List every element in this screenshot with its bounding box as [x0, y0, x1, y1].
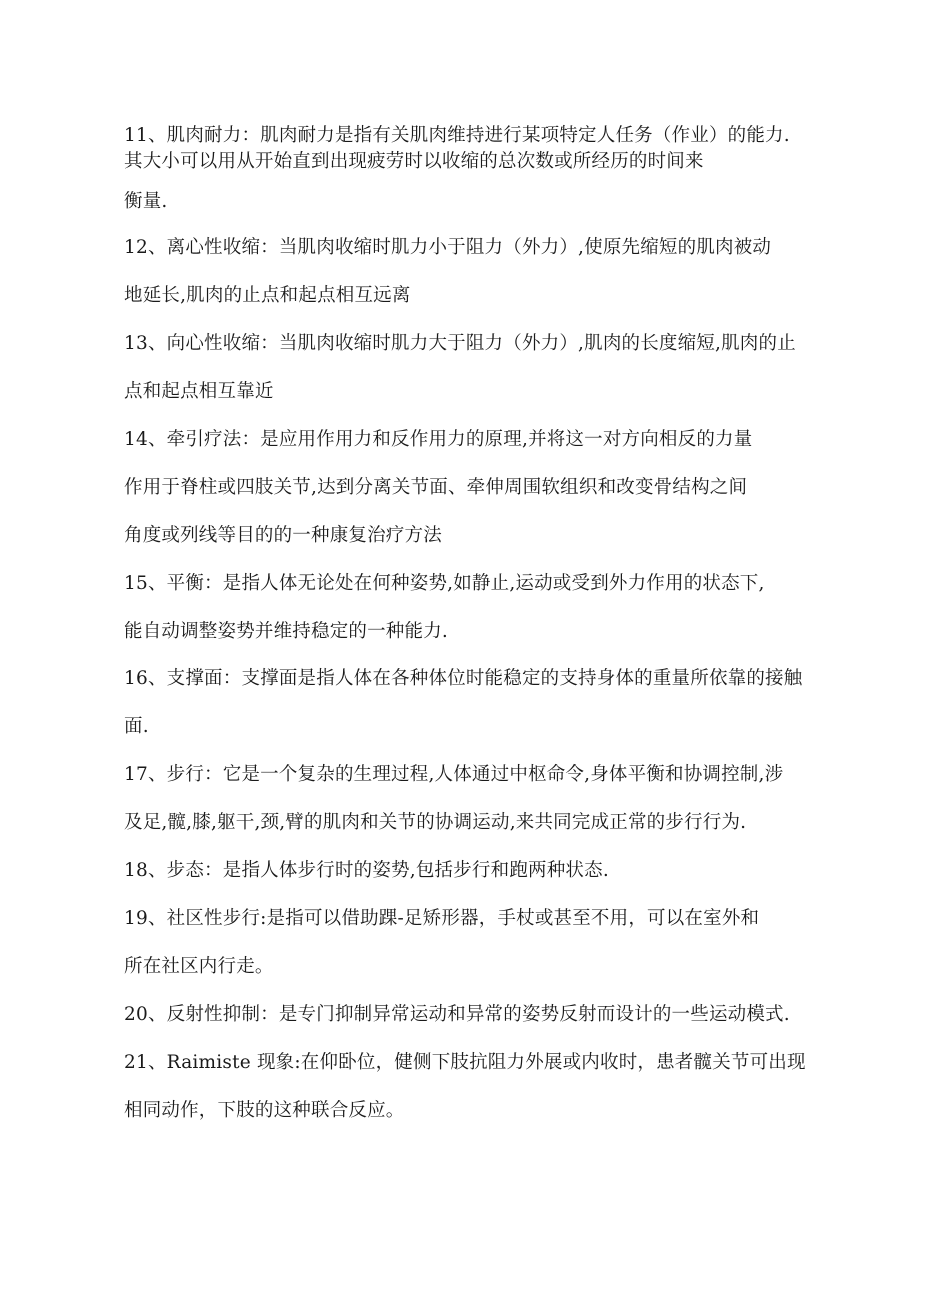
text-line: 14、牵引疗法：是应用作用力和反作用力的原理,并将这一对方向相反的力量 — [124, 429, 753, 450]
text-line: 地延长,肌肉的止点和起点相互远离 — [124, 285, 411, 306]
text-line: 角度或列线等目的的一种康复治疗方法 — [124, 525, 442, 546]
text-line: 15、平衡：是指人体无论处在何种姿势,如静止,运动或受到外力作用的状态下, — [124, 573, 765, 594]
text-line: 20、反射性抑制：是专门抑制异常运动和异常的姿势反射而设计的一些运动模式. — [124, 1004, 790, 1025]
text-line: 衡量. — [124, 191, 168, 212]
text-line: 11、肌肉耐力：肌肉耐力是指有关肌肉维持进行某项特定人任务（作业）的能力. — [124, 125, 790, 146]
text-line: 及足,髋,膝,躯干,颈,臂的肌肉和关节的协调运动,来共同完成正常的步行行为. — [124, 812, 747, 833]
text-line: 能自动调整姿势并维持稳定的一种能力. — [124, 621, 448, 642]
text-line: 点和起点相互靠近 — [124, 381, 274, 402]
text-line: 21、Raimiste 现象:在仰卧位，健侧下肢抗阻力外展或内收时，患者髋关节可出现 — [124, 1052, 806, 1073]
text-line: 17、步行：它是一个复杂的生理过程,人体通过中枢命令,身体平衡和协调控制,涉 — [124, 764, 784, 785]
text-line: 所在社区内行走。 — [124, 956, 274, 977]
text-line: 面. — [124, 716, 149, 737]
text-line: 相同动作，下肢的这种联合反应。 — [124, 1100, 405, 1121]
text-line: 作用于脊柱或四肢关节,达到分离关节面、牵伸周围软组织和改变骨结构之间 — [124, 477, 748, 498]
text-line: 其大小可以用从开始直到出现疲劳时以收缩的总次数或所经历的时间来 — [124, 151, 704, 172]
text-line: 13、向心性收缩：当肌肉收缩时肌力大于阻力（外力）,肌肉的长度缩短,肌肉的止 — [124, 333, 796, 354]
text-line: 16、支撑面：支撑面是指人体在各种体位时能稳定的支持身体的重量所依靠的接触 — [124, 668, 803, 689]
text-line: 12、离心性收缩：当肌肉收缩时肌力小于阻力（外力）,使原先缩短的肌肉被动 — [124, 237, 772, 258]
text-line: 18、步态：是指人体步行时的姿势,包括步行和跑两种状态. — [124, 860, 609, 881]
text-line: 19、社区性步行:是指可以借助踝-足矫形器，手杖或甚至不用，可以在室外和 — [124, 908, 760, 929]
